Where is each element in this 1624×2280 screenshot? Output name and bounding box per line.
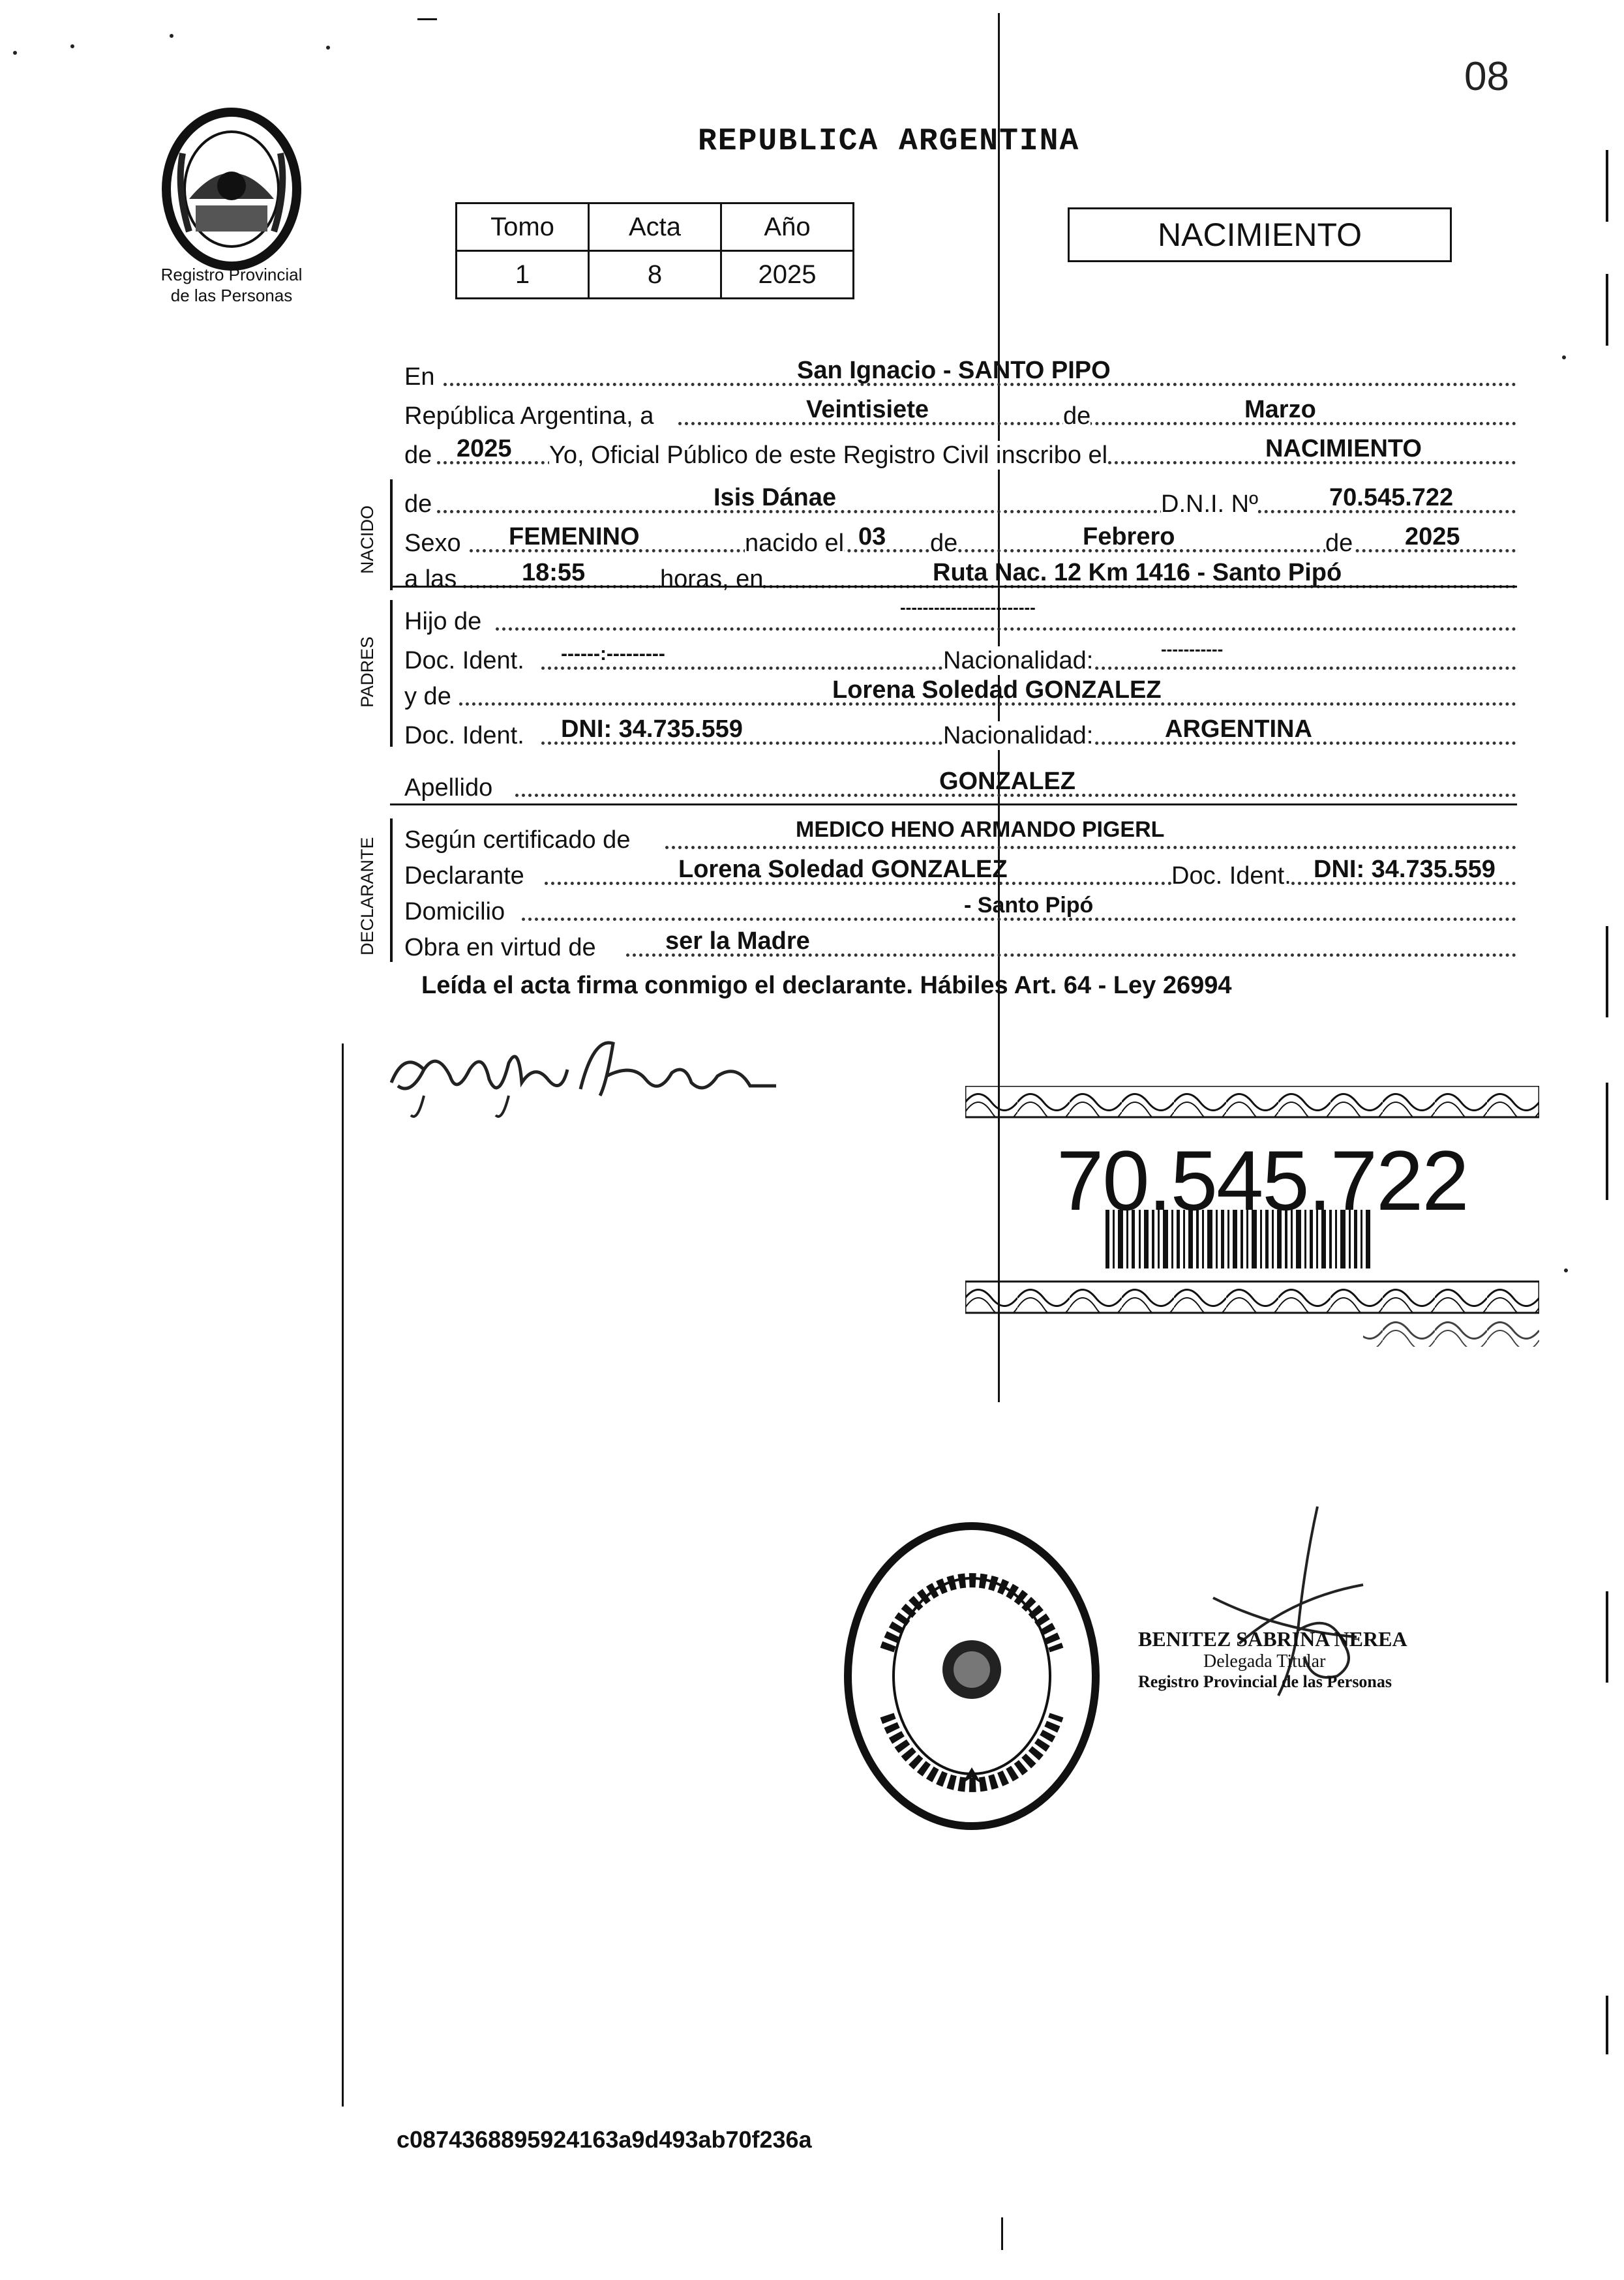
officer-title: Delegada Titular (1203, 1651, 1326, 1672)
republic-label: República Argentina, a (404, 402, 654, 430)
row-sexo (404, 518, 1516, 558)
birth-day: 03 (858, 523, 886, 550)
declarant-signature (385, 1024, 789, 1125)
row-mother-doc (404, 711, 1516, 750)
event-value: NACIMIENTO (1265, 435, 1422, 462)
row-year (404, 430, 1516, 470)
row-mother (404, 672, 1516, 711)
declarante-value: Lorena Soledad GONZALEZ (678, 856, 1008, 883)
scan-speck (326, 46, 330, 50)
nacido-de2-label: de (930, 530, 958, 557)
father-doc: ------:--------- (561, 643, 665, 665)
scan-speck (170, 34, 173, 38)
year-value: 2025 (457, 435, 512, 462)
row-en (404, 352, 1516, 391)
mother-nationality: ARGENTINA (1165, 715, 1312, 743)
row-father-doc (404, 636, 1516, 675)
certificado-label: Según certificado de (404, 826, 631, 854)
domicilio-value: - Santo Pipó (964, 893, 1094, 918)
nacido-de3-label: de (1325, 530, 1353, 557)
scan-mark (1606, 1996, 1608, 2054)
en-label: En (404, 363, 435, 391)
tomo-header: Tomo (457, 203, 589, 251)
dni-label: D.N.I. Nº (1161, 490, 1258, 518)
registry-name-line1: Registro Provincial (160, 265, 303, 284)
father-name: ------------------------ (900, 597, 1036, 617)
declarante-doc: DNI: 34.735.559 (1314, 856, 1496, 883)
nacido-el-label: nacido el (745, 530, 845, 557)
country-title: REPUBLICA ARGENTINA (698, 124, 1080, 159)
row-hijo (404, 597, 1516, 636)
scan-mark (1606, 1083, 1608, 1200)
apellido-label: Apellido (404, 774, 493, 802)
declarante-doc-label: Doc. Ident. (1171, 862, 1291, 890)
dni-sticker-number: 70.545.722 (1057, 1133, 1468, 1228)
certificado-value: MEDICO HENO ARMANDO PIGERL (796, 817, 1165, 842)
father-nationality-label: Nacionalidad: (943, 647, 1094, 674)
scan-speck (70, 44, 74, 48)
nacido-de-label: de (404, 490, 432, 518)
scan-mark (1606, 926, 1608, 1017)
section-padres: PADRES (357, 636, 377, 708)
officer-block (1138, 1627, 1407, 1692)
officer-text: Yo, Oficial Público de este Registro Civil inscribo el (549, 442, 1108, 469)
record-header-row (457, 203, 854, 251)
scan-speck (13, 51, 17, 55)
section-declarante: DECLARANTE (357, 837, 377, 955)
father-doc-label: Doc. Ident. (404, 647, 524, 674)
row-apellido (404, 763, 1516, 802)
birth-time: 18:55 (522, 559, 586, 586)
row-nacido-name (404, 479, 1516, 518)
mother-doc: DNI: 34.735.559 (561, 715, 743, 743)
de2-label: de (404, 442, 432, 469)
apellido-value: GONZALEZ (939, 768, 1075, 795)
delegation-seal (841, 1520, 1102, 1833)
hijo-label: Hijo de (404, 608, 482, 635)
birth-month: Febrero (1083, 523, 1175, 550)
section-nacido: NACIDO (357, 505, 377, 574)
registry-name-line2: de las Personas (170, 286, 293, 305)
nacido-dni: 70.545.722 (1329, 484, 1454, 511)
section-divider (390, 586, 1517, 588)
sexo-label: Sexo (404, 530, 461, 557)
officer-name: BENITEZ SABRINA NEREA (1138, 1627, 1407, 1651)
tomo-value: 1 (457, 251, 589, 299)
section-divider (390, 803, 1517, 805)
anio-value: 2025 (721, 251, 854, 299)
horas-label: horas, en (660, 565, 764, 593)
scan-mark (1606, 1591, 1608, 1683)
place-value: San Ignacio - SANTO PIPO (797, 357, 1111, 384)
registry-name (134, 264, 329, 306)
anio-header: Año (721, 203, 854, 251)
birth-place: Ruta Nac. 12 Km 1416 - Santo Pipó (933, 559, 1342, 586)
acta-header: Acta (589, 203, 721, 251)
scan-mark (1606, 150, 1608, 222)
province-logo (150, 108, 313, 271)
officer-office: Registro Provincial de las Personas (1138, 1672, 1392, 1691)
month-value: Marzo (1244, 396, 1316, 423)
y-de-label: y de (404, 683, 451, 710)
nacido-name: Isis Dánae (714, 484, 836, 511)
a-las-label: a las (404, 565, 457, 593)
row-domicilio (404, 887, 1516, 926)
obra-value: ser la Madre (665, 927, 810, 955)
scan-speck (1564, 1268, 1568, 1272)
mother-nationality-label: Nacionalidad: (943, 722, 1094, 749)
father-nationality: ----------- (1161, 639, 1224, 659)
acta-value: 8 (589, 251, 721, 299)
mother-name: Lorena Soledad GONZALEZ (832, 676, 1162, 704)
act-type: NACIMIENTO (1068, 207, 1452, 262)
document-hash: c0874368895924163a9d493ab70f236a (397, 2126, 812, 2153)
obra-label: Obra en virtud de (404, 934, 596, 961)
birth-year: 2025 (1405, 523, 1460, 550)
section-bar-nacido (390, 479, 393, 590)
domicilio-label: Domicilio (404, 898, 505, 925)
record-value-row (457, 251, 854, 299)
sexo-value: FEMENINO (509, 523, 640, 550)
row-certificado (404, 815, 1516, 854)
closing-statement: Leída el acta firma conmigo el declarante. Hábiles Art. 64 - Ley 26994 (421, 972, 1232, 999)
declarante-label: Declarante (404, 862, 524, 890)
section-bar-declarante (390, 818, 393, 962)
day-words: Veintisiete (806, 396, 929, 423)
scan-mark (417, 18, 437, 20)
page-number: 08 (1464, 54, 1509, 99)
row-date (404, 391, 1516, 430)
row-declarante (404, 851, 1516, 890)
row-obra (404, 923, 1516, 962)
section-bar-padres (390, 600, 393, 747)
record-table (455, 202, 854, 299)
margin-line (342, 1043, 344, 2107)
mother-doc-label: Doc. Ident. (404, 722, 524, 749)
de-label: de (1063, 402, 1091, 430)
scan-speck (1562, 355, 1566, 359)
fold-line-bottom (1001, 2217, 1003, 2250)
row-time (404, 554, 1516, 593)
scan-mark (1606, 274, 1608, 346)
